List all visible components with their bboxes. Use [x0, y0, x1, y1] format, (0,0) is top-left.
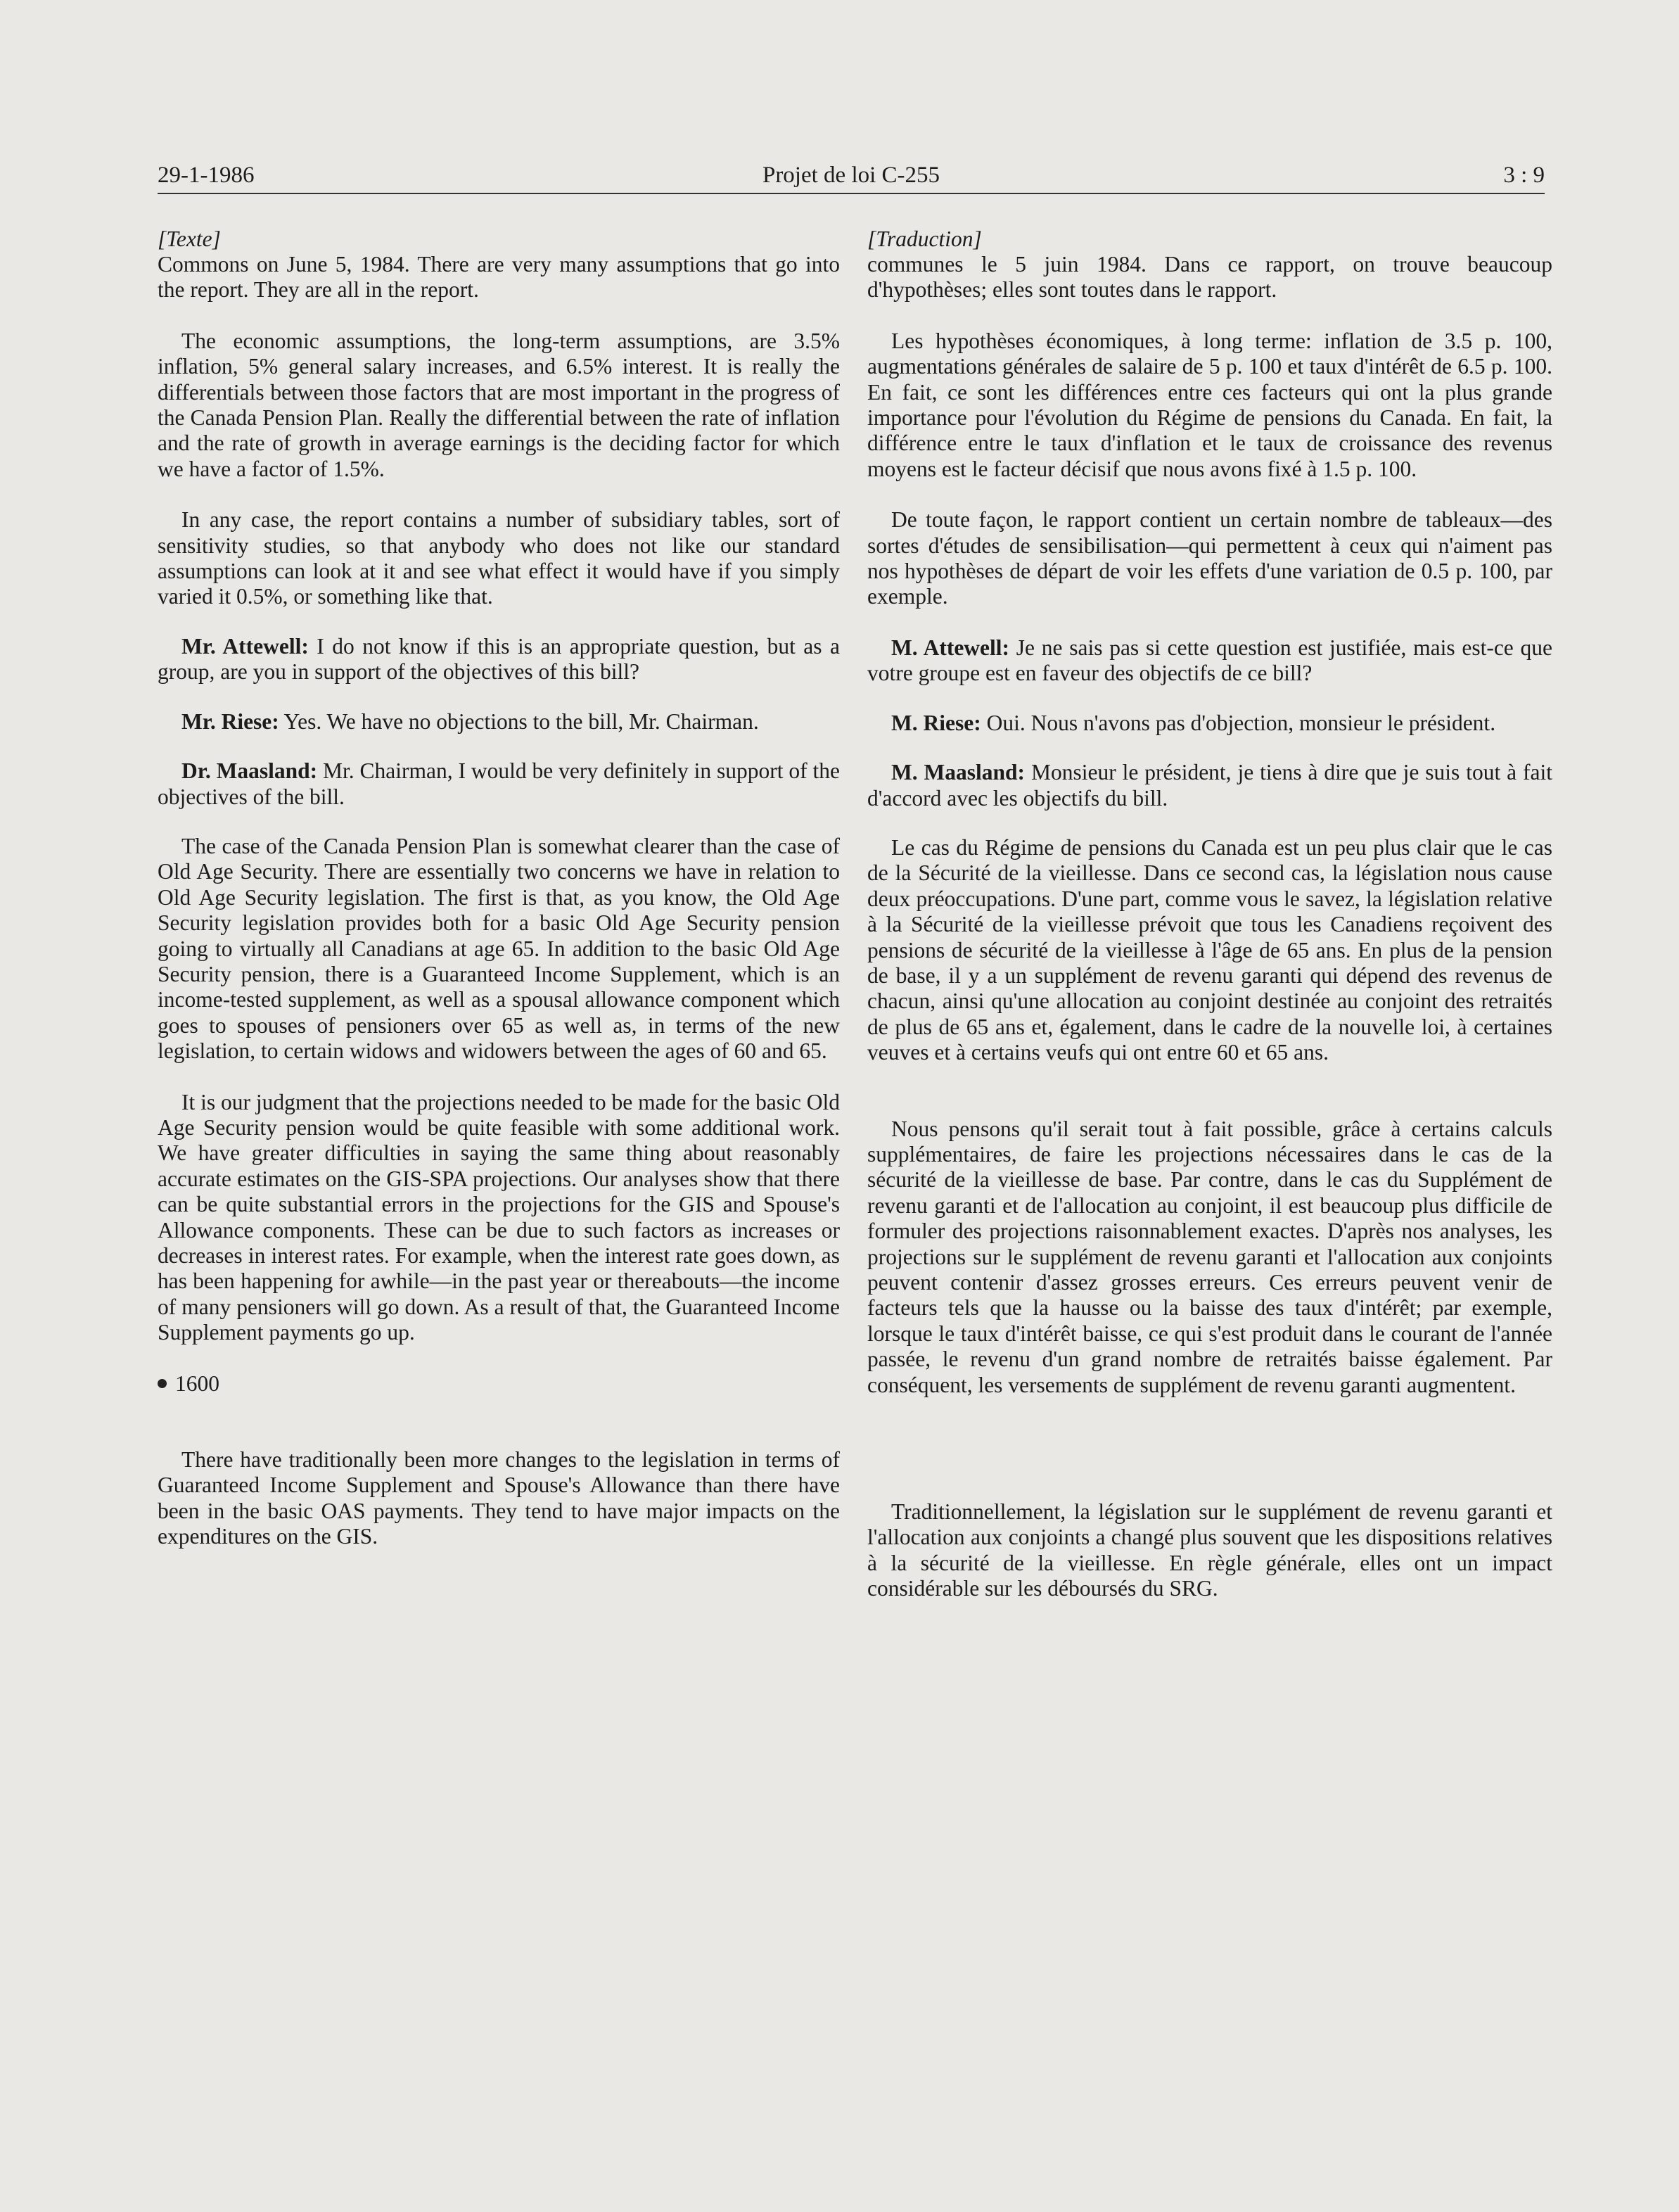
- speaker-text: Yes. We have no objections to the bill, Mr. Chairman.: [279, 708, 759, 734]
- speaker-name: Mr. Attewell:: [181, 633, 309, 659]
- header-page-number: 3 : 9: [1503, 163, 1545, 188]
- paragraph: Commons on June 5, 1984. There are very many assumptions that go into the report. They are all in the report.: [158, 252, 840, 303]
- speaker-text: Monsieur le président, je tiens à dire que je suis tout à fait d'accord avec les objectifs du bill.: [867, 760, 1552, 811]
- speaker-text: I do not know if this is an appropriate question, but as a group, are you in support of the objectives of this bill?: [158, 633, 840, 685]
- header-title: Projet de loi C-255: [762, 163, 940, 188]
- speaker-name: M. Maasland:: [891, 760, 1026, 785]
- speaker-name: Dr. Maasland:: [181, 758, 318, 784]
- time-marker-value: 1600: [175, 1371, 219, 1396]
- paragraph: It is our judgment that the projections needed to be made for the basic Old Age Security pension would be quite feasible with some additional work. We have greater difficulties in saying the same thing about reasonably accurate estimates on the GIS-SPA projections. Our analyses show that there can be quite substantial errors in the projections for the GIS and Spouse's Allowance components. These can be due to such factors as increases or decreases in interest rates. For example, when the interest rate goes down, as has been happening for awhile—in the past year or thereabouts—the income of many pensioners will go down. As a result of that, the Guaranteed Income Supplement payments go up.: [158, 1089, 840, 1345]
- speaker-text: Oui. Nous n'avons pas d'objection, monsieur le président.: [981, 710, 1496, 735]
- speaker-paragraph: [867, 711, 1552, 736]
- speaker-name: Mr. Riese:: [181, 708, 279, 734]
- speaker-name: M. Attewell:: [891, 635, 1010, 660]
- speaker-paragraph: [867, 760, 1552, 811]
- paragraph: Le cas du Régime de pensions du Canada est un peu plus clair que le cas de la Sécurité de la vieillesse. Dans ce second cas, la législation nous cause deux préoccupations. D'une part, comme vous le savez, la législation relative à la Sécurité de la vieillesse prévoit que tous les Canadiens reçoivent des pensions de sécurité de la vieillesse à l'âge de 65 ans. En plus de la pension de base, il y a un supplément de revenu garanti qui dépend des revenus de chacun, ainsi qu'une allocation au conjoint destinée au conjoint des retraités de plus de 65 ans et, également, dans le cadre de la nouvelle loi, à certaines veuves et à certains veufs qui ont entre 60 et 65 ans.: [867, 834, 1552, 1065]
- paragraph: Les hypothèses économiques, à long terme: inflation de 3.5 p. 100, augmentations générales de salaire de 5 p. 100 et taux d'intérêt de 6.5 p. 100. En fait, ce sont les différences entre ces facteurs qui ont la plus grande importance pour l'évolution du Régime de pensions du Canada. En fait, la différence entre le taux d'inflation et le taux de croissance des revenus moyens est le facteur décisif que nous avons fixé à 1.5 p. 100.: [867, 328, 1552, 481]
- paragraph: Traditionnellement, la législation sur le supplément de revenu garanti et l'allocation aux conjoints a changé plus souvent que les dispositions relatives à la sécurité de la vieillesse. En règle générale, elles ont un impact considérable sur les déboursés du SRG.: [867, 1499, 1552, 1601]
- language-tag-traduction: [Traduction]: [867, 227, 982, 251]
- paragraph: Nous pensons qu'il serait tout à fait possible, grâce à certains calculs supplémentaires, de faire les projections nécessaires dans le cas de la sécurité de la vieillesse de base. Par contre, dans le cas du Supplément de revenu garanti et de l'allocation au conjoint, il est beaucoup plus difficile de formuler des projections raisonnablement exactes. D'après nos analyses, les projections sur le supplément de revenu garanti et l'allocation aux conjoints peuvent contenir d'assez grosses erreurs. Ces erreurs peuvent venir de facteurs tels que la hausse ou la baisse des taux d'intérêt; par exemple, lorsque le taux d'intérêt baisse, ce qui s'est produit dans le courant de l'année passée, le revenu d'un grand nombre de retraités baisse également. Par conséquent, les versements de supplément de revenu garanti augmentent.: [867, 1116, 1552, 1397]
- speaker-text: Mr. Chairman, I would be very definitely in support of the objectives of the bill.: [158, 758, 840, 809]
- paragraph: The case of the Canada Pension Plan is somewhat clearer than the case of Old Age Security. There are essentially two concerns we have in relation to Old Age Security legislation. The first is that, as you know, the Old Age Security legislation provides both for a basic Old Age Security pension going to virtually all Canadians at age 65. In addition to the basic Old Age Security pension, there is a Guaranteed Income Supplement, which is an income-tested supplement, as well as a spousal allowance component which goes to spouses of pensioners over 65 as well as, in terms of the new legislation, to certain widows and widowers between the ages of 60 and 65.: [158, 833, 840, 1064]
- language-tag-texte: [Texte]: [158, 227, 221, 251]
- speaker-paragraph: [158, 758, 840, 810]
- speaker-text: Je ne sais pas si cette question est justifiée, mais est-ce que votre groupe est en faveur des objectifs de ce bill?: [867, 635, 1552, 686]
- bullet-icon: [158, 1379, 167, 1388]
- english-column: [158, 227, 840, 1550]
- page-header: [158, 160, 1545, 190]
- paragraph: De toute façon, le rapport contient un certain nombre de tableaux—des sortes d'études de sensibilisation—qui permettent à ceux qui n'aiment pas nos hypothèses de départ de voir les effets d'une variation de 0.5 p. 100, par exemple.: [867, 507, 1552, 609]
- speaker-name: M. Riese:: [891, 710, 981, 735]
- speaker-paragraph: [867, 635, 1552, 687]
- header-date: 29-1-1986: [158, 163, 255, 188]
- paragraph: communes le 5 juin 1984. Dans ce rapport, on trouve beaucoup d'hypothèses; elles sont toutes dans le rapport.: [867, 252, 1552, 303]
- speaker-paragraph: [158, 709, 840, 735]
- time-marker: [158, 1371, 840, 1397]
- paragraph: There have traditionally been more changes to the legislation in terms of Guaranteed Income Supplement and Spouse's Allowance than there have been in the basic OAS payments. They tend to have major impacts on the expenditures on the GIS.: [158, 1447, 840, 1549]
- paragraph: The economic assumptions, the long-term assumptions, are 3.5% inflation, 5% general salary increases, and 6.5% interest. It is really the differentials between those factors that are most important in the progress of the Canada Pension Plan. Really the differential between the rate of inflation and the rate of growth in average earnings is the deciding factor for which we have a factor of 1.5%.: [158, 328, 840, 481]
- speaker-paragraph: [158, 634, 840, 685]
- header-rule: [158, 193, 1545, 194]
- paragraph: In any case, the report contains a number of subsidiary tables, sort of sensitivity studies, so that anybody who does not like our standard assumptions can look at it and see what effect it would have if you simply varied it 0.5%, or something like that.: [158, 507, 840, 609]
- french-column: [867, 227, 1552, 1602]
